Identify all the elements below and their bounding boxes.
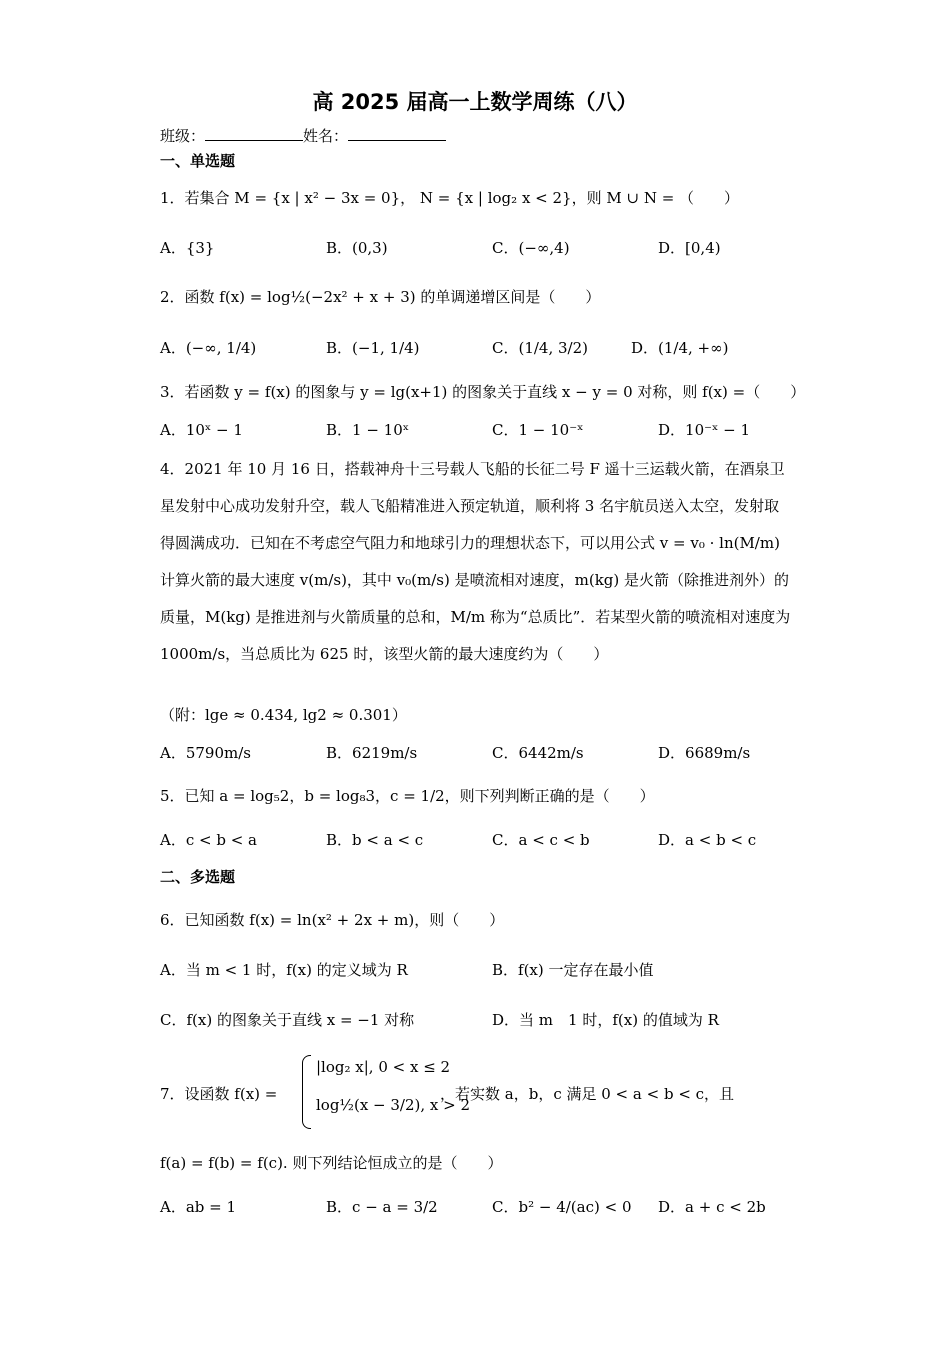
q5-option-b[interactable]: B．b < a < c (326, 831, 424, 849)
q4-option-d[interactable]: D．6689m/s (658, 744, 751, 762)
q6-option-a[interactable]: A．当 m < 1 时，f(x) 的定义域为 R (160, 961, 408, 979)
class-blank[interactable] (205, 126, 303, 141)
q3-option-c[interactable]: C．1 − 10⁻ˣ (492, 421, 584, 439)
student-info (160, 125, 446, 146)
q7-option-a[interactable]: A．ab = 1 (160, 1198, 237, 1216)
q6-option-c[interactable]: C．f(x) 的图象关于直线 x = −1 对称 (160, 1011, 415, 1029)
q6-option-b[interactable]: B．f(x) 一定存在最小值 (492, 961, 654, 979)
q1-option-b[interactable]: B．(0,3) (326, 239, 388, 257)
section-multiple-choice: 二、多选题 (160, 868, 236, 886)
q4-option-a[interactable]: A．5790m/s (160, 744, 251, 762)
q7-stem-suffix: ，若实数 a，b，c 满足 0 < a < b < c，且 (440, 1085, 735, 1103)
q3-option-b[interactable]: B．1 − 10ˣ (326, 421, 410, 439)
q7-option-d[interactable]: D．a + c < 2b (658, 1198, 766, 1216)
page-title: 高 2025 届高一上数学周练（八） (312, 90, 638, 114)
q3-option-d[interactable]: D．10⁻ˣ − 1 (658, 421, 751, 439)
q4-note: （附：lge ≈ 0.434, lg2 ≈ 0.301） (160, 706, 407, 724)
q2-option-b[interactable]: B．(−1, 1/4) (326, 339, 420, 357)
q4-option-b[interactable]: B．6219m/s (326, 744, 418, 762)
q3-option-a[interactable]: A．10ˣ − 1 (160, 421, 243, 439)
q1-option-c[interactable]: C．(−∞,4) (492, 239, 570, 257)
q5-option-c[interactable]: C．a < c < b (492, 831, 590, 849)
q7-option-b[interactable]: B．c − a = 3/2 (326, 1198, 438, 1216)
q4-stem: 4．2021 年 10 月 16 日，搭载神舟十三号载人飞船的长征二号 F 遥十三运载火箭，在酒泉卫星发射中心成功发射升空，载人飞船精准进入预定轨道，顺利将 3 名宇航员送入太空，发射取得圆满成功．已知在不考虑空气阻力和地球引力的理想状态下，可以用公式 v = v₀ · ln(M/m) 计算火箭的最大速度 v(m/s)，其中 v₀(m/s) 是喷流相对速度，m(kg) 是火箭（除推进剂外）的质量，M(kg) 是推进剂与火箭质量的总和，M/m 称为“总质比”．若某型火箭的喷流相对速度为 1000m/s，当总质比为 625 时，该型火箭的最大速度约为（ ） (160, 460, 791, 663)
section-single-choice: 一、单选题 (160, 152, 236, 170)
q5-stem: 5．已知 a = log₅2，b = log₈3，c = 1/2，则下列判断正确的是（ ） (160, 787, 655, 805)
q1-stem: 1．若集合 M = {x | x² − 3x = 0}， N = {x | log₂ x < 2}，则 M ∪ N = （ ） (160, 189, 740, 207)
q7-stem-prefix: 7．设函数 f(x) = (160, 1085, 278, 1103)
q5-option-d[interactable]: D．a < b < c (658, 831, 757, 849)
q6-option-d[interactable]: D．当 m 1 时，f(x) 的值域为 R (492, 1011, 719, 1029)
name-blank[interactable] (348, 126, 446, 141)
q7-stem-line2: f(a) = f(b) = f(c). 则下列结论恒成立的是（ ） (160, 1154, 503, 1172)
q5-option-a[interactable]: A．c < b < a (160, 831, 257, 849)
q7-option-c[interactable]: C．b² − 4/(ac) < 0 (492, 1198, 632, 1216)
q1-option-a[interactable]: A．{3} (160, 239, 215, 257)
q7-case-1: |log₂ x|, 0 < x ≤ 2 (316, 1058, 451, 1076)
q6-stem: 6．已知函数 f(x) = ln(x² + 2x + m)，则（ ） (160, 911, 505, 929)
name-label: 姓名： (303, 127, 349, 145)
q2-stem: 2．函数 f(x) = log½(−2x² + x + 3) 的单调递增区间是（ ） (160, 288, 601, 306)
q2-option-d[interactable]: D．(1/4, +∞) (631, 339, 729, 357)
q2-option-a[interactable]: A．(−∞, 1/4) (160, 339, 257, 357)
q1-option-d[interactable]: D．[0,4) (658, 239, 721, 257)
q7-piecewise-brace (302, 1055, 311, 1129)
q3-stem: 3．若函数 y = f(x) 的图象与 y = lg(x+1) 的图象关于直线 x − y = 0 对称，则 f(x) =（ ） (160, 383, 806, 401)
q7-case-2: log½(x − 3/2), x > 2 (316, 1096, 471, 1114)
class-label: 班级： (160, 127, 206, 145)
q2-option-c[interactable]: C．(1/4, 3/2) (492, 339, 588, 357)
q4-option-c[interactable]: C．6442m/s (492, 744, 584, 762)
